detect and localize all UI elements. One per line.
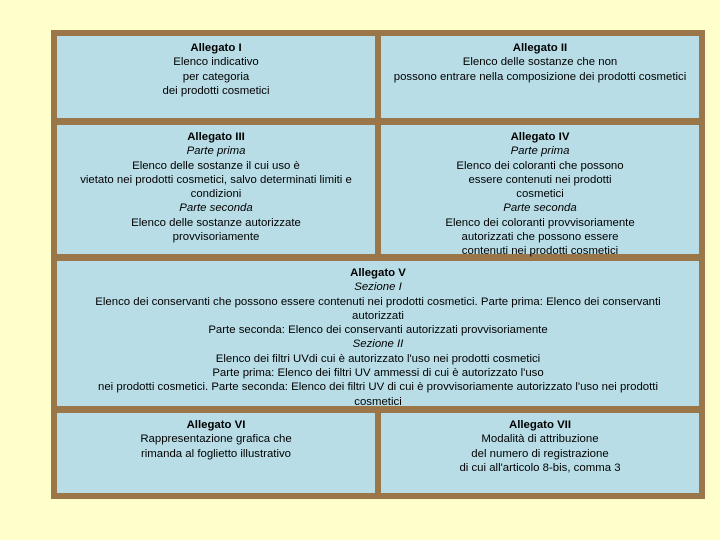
cell-line: Elenco delle sostanze autorizzate	[131, 216, 301, 229]
cell-line: Elenco delle sostanze che non	[462, 56, 618, 69]
cell-allegato-v	[57, 261, 699, 406]
cell-line: possono entrare nella composizione dei prodotti cosmetici	[393, 70, 687, 83]
cell-line: Elenco indicativo	[173, 56, 259, 69]
cell-line: Modalità di attribuzione	[481, 433, 599, 446]
cell-allegato-i	[57, 36, 375, 118]
cell-line: contenuti nei prodotti cosmetici	[461, 245, 619, 258]
cell-allegato-ii	[381, 36, 699, 118]
cell-line: Parte seconda: Elenco dei conservanti autorizzati provvisoriamente	[208, 324, 548, 337]
cell-line: dei prodotti cosmetici	[162, 84, 270, 97]
cell-line: Elenco dei conservanti che possono essere contenuti nei prodotti cosmetici. Parte prima: Elenco dei conservanti	[95, 295, 661, 308]
cell-line: autorizzati che possono essere	[461, 231, 619, 244]
cell-line: vietato nei prodotti cosmetici, salvo determinati limiti e	[80, 173, 352, 186]
cell-title: Allegato VII	[508, 419, 572, 431]
cell-line: per categoria	[182, 70, 250, 83]
cell-line: Parte prima	[510, 145, 570, 158]
cell-title: Allegato I	[190, 42, 242, 54]
cell-title: Allegato VI	[186, 419, 246, 431]
cell-line: Elenco dei filtri UVdi cui è autorizzato l'uso nei prodotti cosmetici	[215, 352, 541, 365]
cell-line: condizioni	[190, 188, 242, 201]
cell-line: provvisoriamente	[172, 231, 260, 244]
cell-line: Elenco dei coloranti provvisoriamente	[445, 216, 635, 229]
cell-line: Parte seconda	[503, 202, 577, 215]
cell-line: Elenco delle sostanze il cui uso è	[132, 159, 300, 172]
cell-line: Rappresentazione grafica che	[140, 433, 292, 446]
cell-line: rimanda al foglietto illustrativo	[140, 447, 292, 460]
cell-line: autorizzati	[352, 309, 404, 322]
cell-allegato-iv	[381, 125, 699, 258]
cell-line: Parte seconda	[179, 202, 253, 215]
cell-allegato-vi	[57, 413, 375, 493]
cell-title: Allegato IV	[510, 131, 570, 143]
cell-line: essere contenuti nei prodotti	[468, 173, 612, 186]
cell-line: di cui all'articolo 8-bis, comma 3	[459, 461, 621, 474]
cell-line: cosmetici	[516, 188, 564, 201]
cell-line: Parte prima	[186, 145, 246, 158]
cell-line: nei prodotti cosmetici. Parte seconda: Elenco dei filtri UV di cui è provvisoriamente autorizzato l'uso nei prodotti	[98, 381, 658, 394]
cell-title: Allegato II	[512, 42, 568, 54]
cell-line: Elenco dei coloranti che possono	[456, 159, 624, 172]
cell-line: cosmetici	[354, 395, 402, 408]
cell-line: del numero di registrazione	[471, 447, 609, 460]
cell-allegato-iii	[57, 125, 375, 254]
cell-title: Allegato V	[350, 267, 406, 279]
annex-table-frame	[51, 30, 705, 499]
cell-line: Parte prima: Elenco dei filtri UV ammessi di cui è autorizzato l'uso	[212, 367, 544, 380]
cell-allegato-vii	[381, 413, 699, 493]
cell-line: Sezione II	[352, 338, 404, 351]
cell-title: Allegato III	[187, 131, 245, 143]
cell-line: Sezione I	[354, 281, 402, 294]
